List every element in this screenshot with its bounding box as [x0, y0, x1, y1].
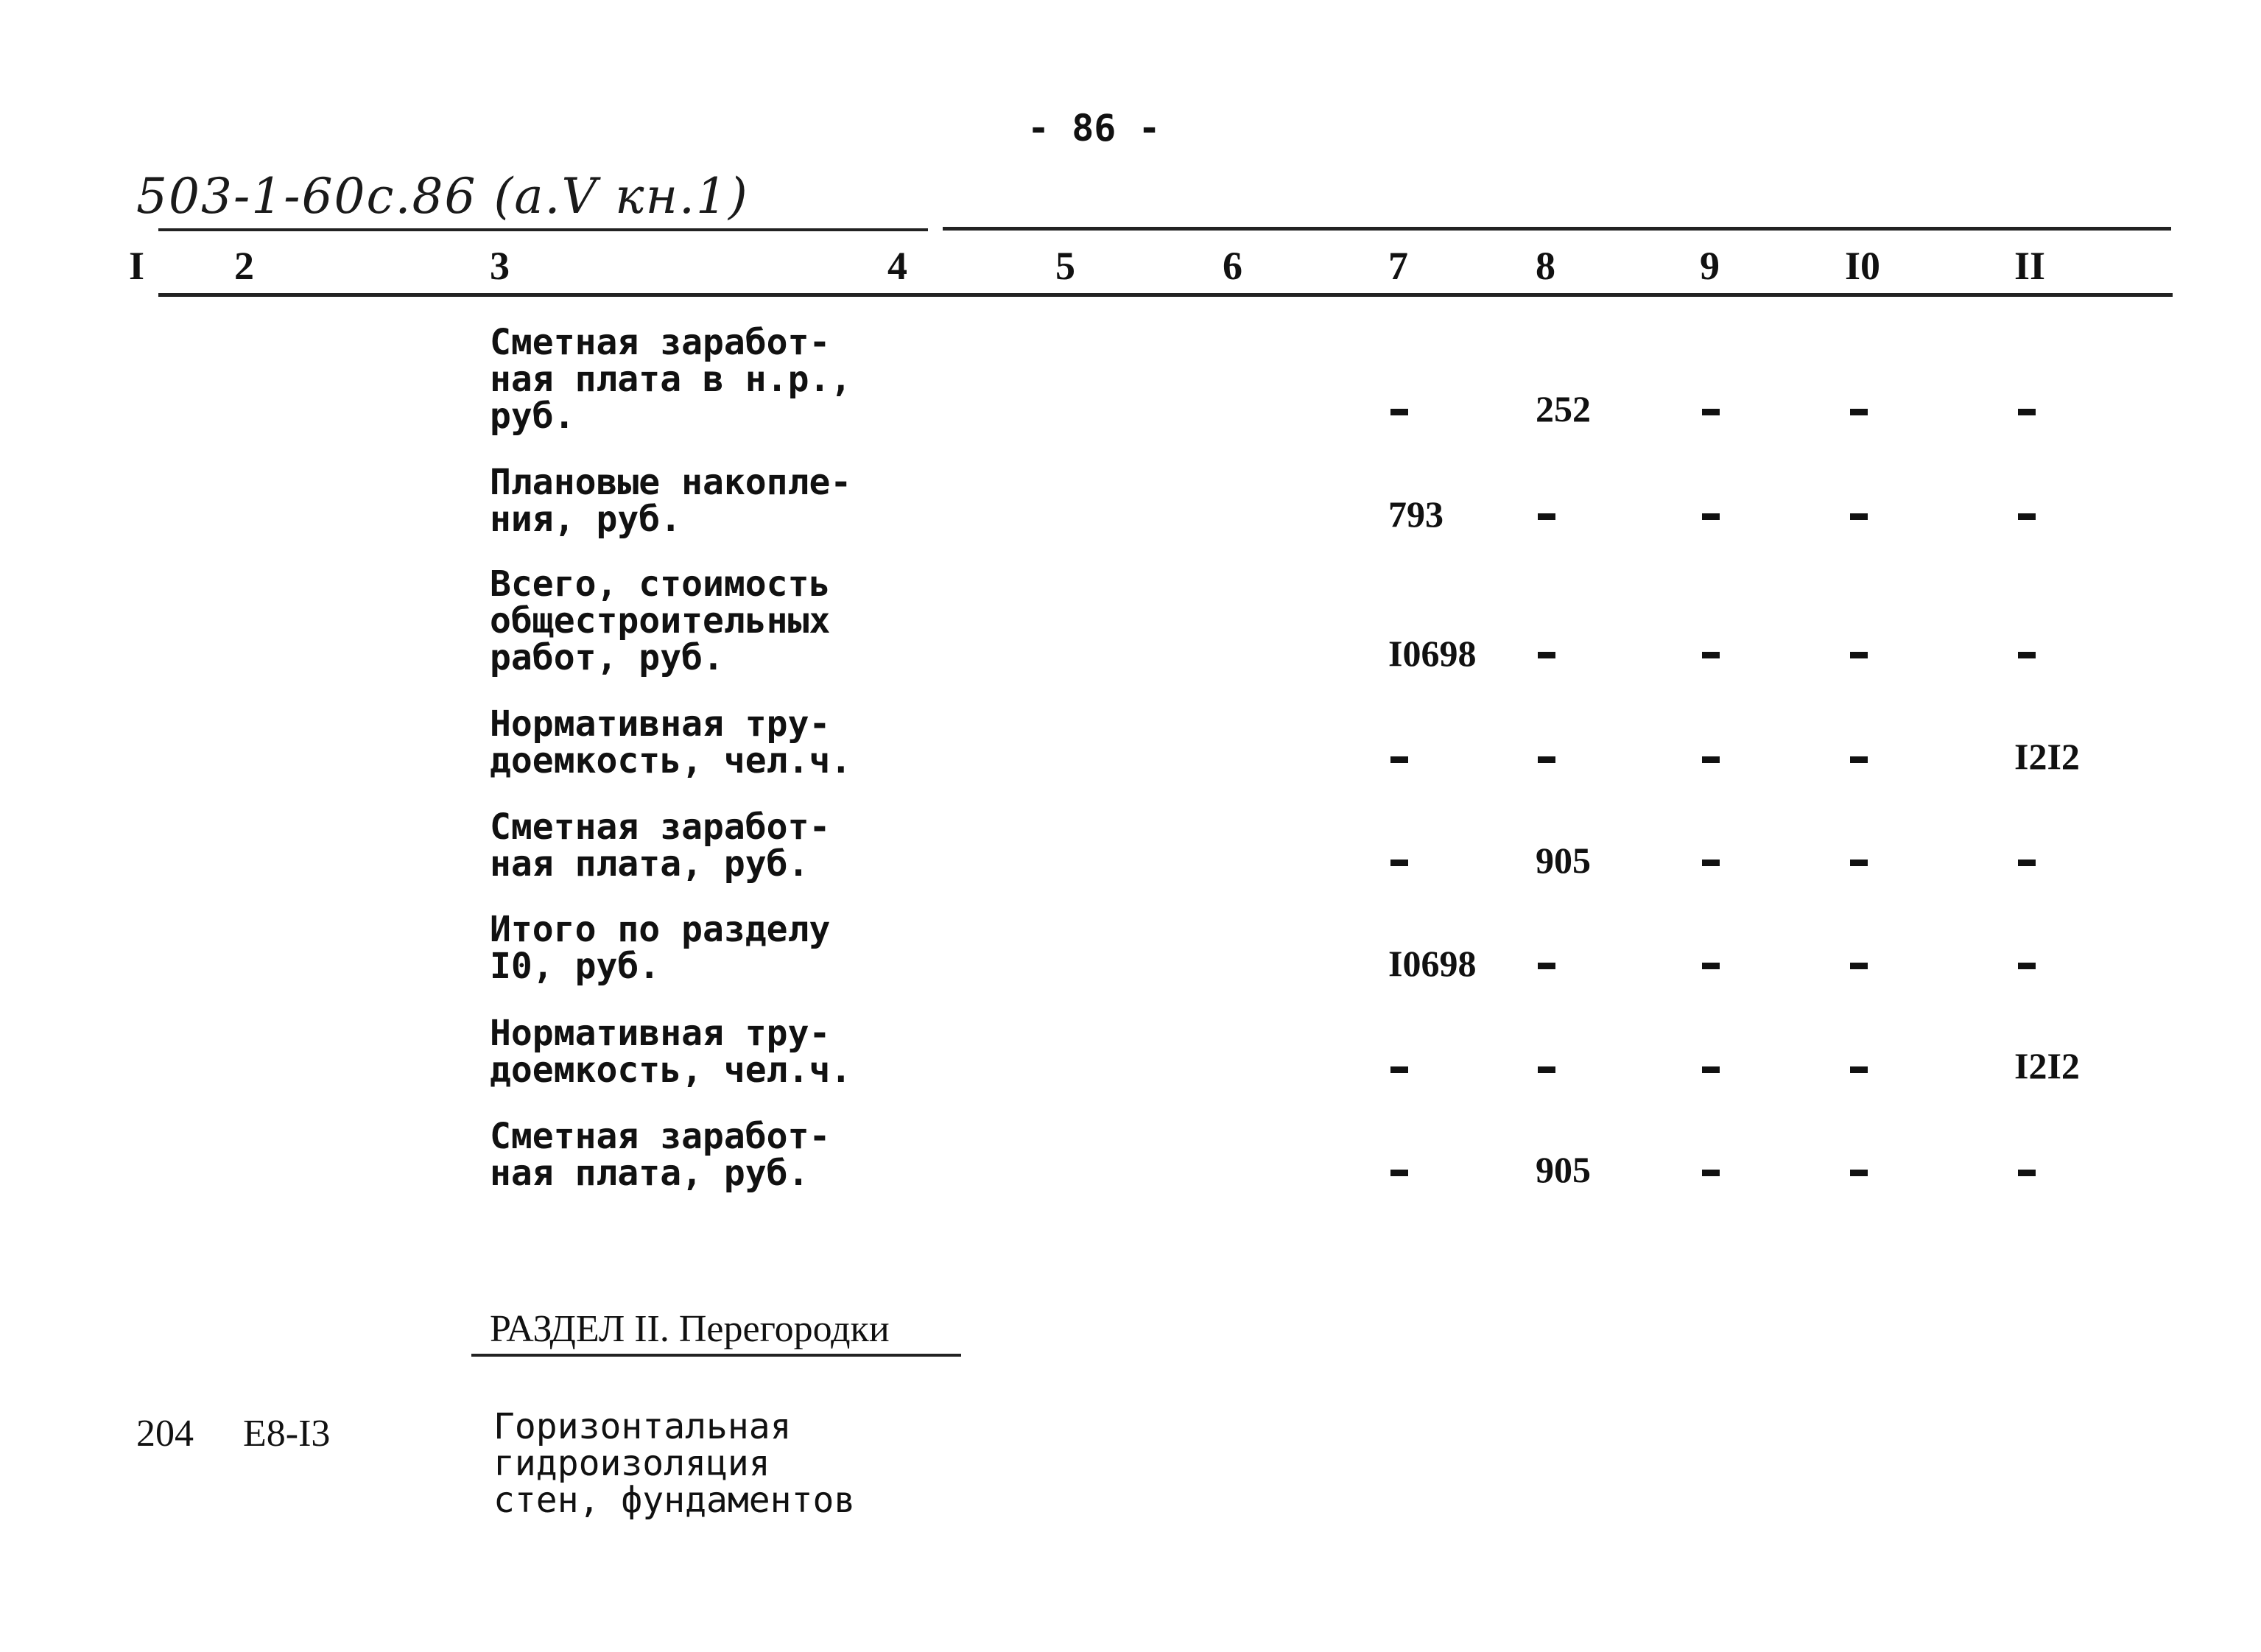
dash-cell — [1390, 1170, 1408, 1176]
dash-cell — [1850, 860, 1868, 866]
row-label: Сметная заработ- ная плата в н.р., руб. — [490, 322, 852, 437]
header-top-rule-left — [158, 228, 928, 231]
dash-cell — [1390, 756, 1408, 763]
value-cell: 905 — [1536, 1149, 1591, 1190]
handwritten-document-code: 503-1-60с.86 (а.V кн.1) — [136, 168, 749, 225]
dash-cell — [1702, 1066, 1720, 1073]
dash-cell — [2018, 1170, 2036, 1176]
header-top-rule-right — [943, 227, 2171, 231]
dash-cell — [1702, 409, 1720, 415]
dash-cell — [1850, 1066, 1868, 1073]
dash-cell — [1702, 963, 1720, 969]
row-label: Нормативная тру- доемкость, чел.ч. — [490, 703, 852, 781]
value-cell: 793 — [1388, 493, 1444, 535]
section-title-underline — [471, 1354, 961, 1357]
dash-cell — [1538, 652, 1555, 658]
column-header-9: 9 — [1700, 244, 1720, 288]
row-label: Итого по разделу I0, руб. — [490, 909, 831, 987]
dash-cell — [1538, 513, 1555, 520]
dash-cell — [2018, 963, 2036, 969]
dash-cell — [1702, 1170, 1720, 1176]
dash-cell — [2018, 860, 2036, 866]
dash-cell — [2018, 409, 2036, 415]
value-cell: 905 — [1536, 840, 1591, 881]
dash-cell — [1538, 756, 1555, 763]
dash-cell — [1390, 1066, 1408, 1073]
column-header-11: II — [2014, 244, 2046, 288]
dash-cell — [1850, 963, 1868, 969]
value-cell: 252 — [1536, 388, 1591, 429]
value-cell: I0698 — [1388, 633, 1477, 674]
dash-cell — [1702, 860, 1720, 866]
dash-cell — [1850, 1170, 1868, 1176]
dash-cell — [1850, 409, 1868, 415]
item-code: Е8-I3 — [243, 1413, 331, 1455]
dash-cell — [1390, 409, 1408, 415]
dash-cell — [1390, 860, 1408, 866]
column-header-7: 7 — [1388, 244, 1408, 288]
column-header-1: I — [129, 244, 145, 288]
column-header-2: 2 — [234, 244, 254, 288]
row-label: Плановые накопле- ния, руб. — [490, 462, 852, 540]
value-cell: I2I2 — [2014, 736, 2080, 777]
dash-cell — [2018, 652, 2036, 658]
dash-cell — [1702, 513, 1720, 520]
dash-cell — [1702, 652, 1720, 658]
column-header-10: I0 — [1845, 244, 1881, 288]
header-bottom-rule — [158, 293, 2173, 297]
page-number: - 86 - — [1027, 107, 1161, 150]
column-header-6: 6 — [1223, 244, 1242, 288]
row-label: Сметная заработ- ная плата, руб. — [490, 806, 831, 885]
dash-cell — [1702, 756, 1720, 763]
column-header-5: 5 — [1055, 244, 1075, 288]
item-number: 204 — [136, 1413, 194, 1455]
dash-cell — [1538, 1066, 1555, 1073]
column-header-4: 4 — [887, 244, 907, 288]
dash-cell — [1850, 513, 1868, 520]
section-title: РАЗДЕЛ II. Перегородки — [490, 1308, 890, 1350]
value-cell: I0698 — [1388, 943, 1477, 984]
column-header-3: 3 — [490, 244, 510, 288]
row-label: Нормативная тру- доемкость, чел.ч. — [490, 1013, 852, 1091]
row-label: Сметная заработ- ная плата, руб. — [490, 1116, 831, 1194]
row-label: Всего, стоимость общестроительных работ, руб. — [490, 563, 831, 678]
column-header-8: 8 — [1536, 244, 1555, 288]
value-cell: I2I2 — [2014, 1045, 2080, 1086]
dash-cell — [1850, 756, 1868, 763]
item-description: Горизонтальная гидроизоляция стен, фундаментов — [493, 1406, 856, 1521]
dash-cell — [1538, 963, 1555, 969]
dash-cell — [1850, 652, 1868, 658]
dash-cell — [2018, 513, 2036, 520]
